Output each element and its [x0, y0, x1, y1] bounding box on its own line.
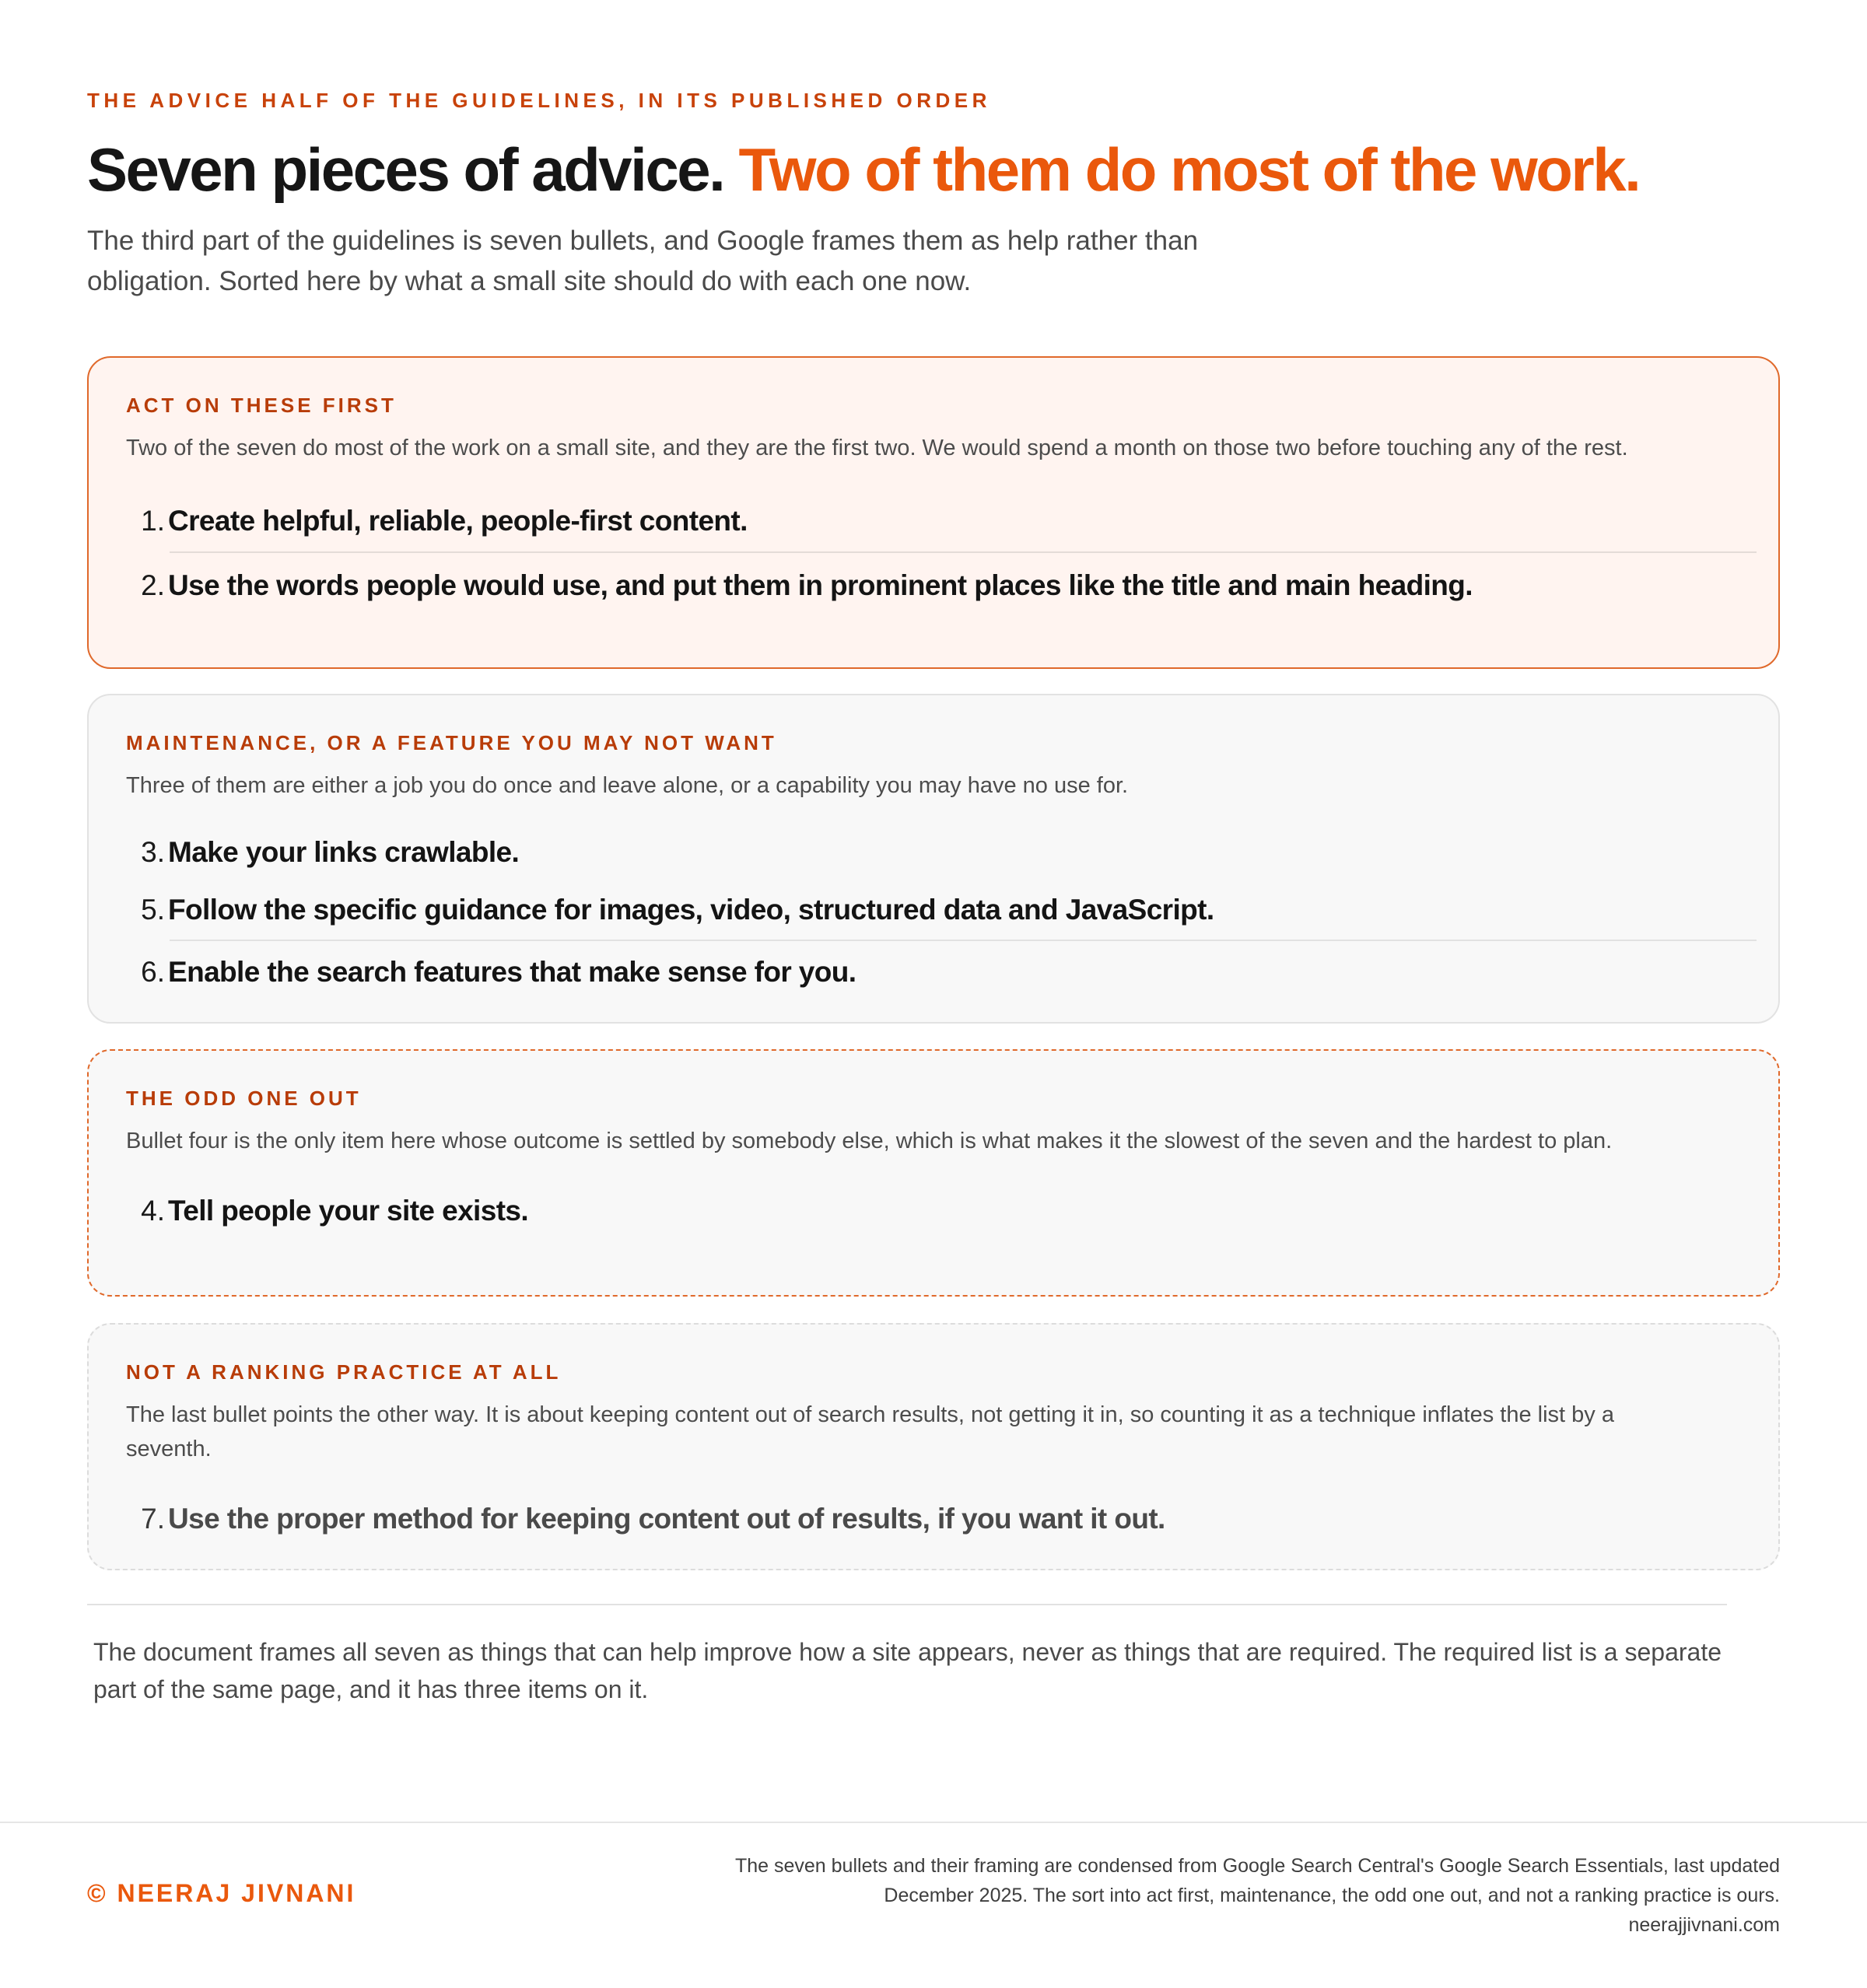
- closing-note: The document frames all seven as things that can help improve how a site appears, never as things that are required. The required list is a separate part of the same page, and it has three items on it.: [93, 1638, 1722, 1703]
- advice-list: [126, 826, 1741, 1003]
- item-number: 1.: [141, 505, 165, 537]
- item-number: 2.: [141, 569, 165, 601]
- group-odd-one-out: [87, 1049, 1780, 1297]
- advice-list: [126, 488, 1741, 618]
- page-title: [87, 135, 1640, 204]
- brand-credit: © NEERAJ JIVNANI: [87, 1879, 356, 1907]
- advice-item: [126, 488, 1741, 553]
- item-number: 5.: [141, 894, 165, 926]
- group-act-first: [87, 356, 1780, 669]
- source-link[interactable]: neerajjivnani.com: [1628, 1914, 1780, 1936]
- item-text: Enable the search features that make sense for you.: [168, 956, 856, 988]
- group-label: ACT ON THESE FIRST: [126, 394, 397, 417]
- item-text: Make your links crawlable.: [168, 836, 520, 868]
- group-label: NOT A RANKING PRACTICE AT ALL: [126, 1360, 562, 1384]
- divider: [87, 1604, 1727, 1605]
- advice-list: [126, 1185, 1741, 1237]
- intro-text: The third part of the guidelines is seven bullets, and Google frames them as help rather than obligation. Sorted here by what a small site should do with each one now.: [87, 226, 1199, 296]
- item-text: Tell people your site exists.: [168, 1195, 529, 1227]
- advice-item: [126, 826, 1741, 879]
- advice-item: [126, 879, 1741, 941]
- item-text: Use the proper method for keeping content out of results, if you want it out.: [168, 1503, 1165, 1535]
- advice-item: [126, 1493, 1741, 1545]
- group-label: MAINTENANCE, OR A FEATURE YOU MAY NOT WANT: [126, 731, 777, 754]
- advice-item: [126, 553, 1741, 618]
- source-note: [691, 1851, 1780, 1940]
- group-maintenance: [87, 694, 1780, 1024]
- title-main: Seven pieces of advice.: [87, 135, 724, 204]
- group-description: Three of them are either a job you do once and leave alone, or a capability you may have no use for.: [126, 773, 1129, 798]
- item-text: Create helpful, reliable, people-first content.: [168, 505, 748, 537]
- item-text: Follow the specific guidance for images, video, structured data and JavaScript.: [168, 894, 1214, 926]
- advice-item: [126, 1185, 1741, 1237]
- advice-item: [126, 941, 1741, 1003]
- group-description: Two of the seven do most of the work on a small site, and they are the first two. We would spend a month on those two before touching any of the rest.: [126, 436, 1628, 460]
- item-number: 6.: [141, 956, 165, 988]
- group-label: THE ODD ONE OUT: [126, 1087, 362, 1110]
- item-number: 4.: [141, 1195, 165, 1227]
- eyebrow: THE ADVICE HALF OF THE GUIDELINES, IN ITS PUBLISHED ORDER: [87, 89, 991, 112]
- footer-divider: [0, 1822, 1867, 1823]
- advice-list: [126, 1493, 1741, 1545]
- source-text: The seven bullets and their framing are condensed from Google Search Central's Google Search Essentials, last updated December 2025. The sort into act first, maintenance, the odd one out, and not a ranking practice is ours.: [734, 1855, 1780, 1906]
- item-number: 7.: [141, 1503, 165, 1535]
- group-description: The last bullet points the other way. It is about keeping content out of search results, not getting it in, so counting it as a technique inflates the list by a seventh.: [126, 1402, 1614, 1461]
- item-number: 3.: [141, 836, 165, 868]
- item-text: Use the words people would use, and put them in prominent places like the title and main heading.: [168, 569, 1473, 601]
- title-accent: Two of them do most of the work.: [738, 135, 1640, 204]
- group-description: Bullet four is the only item here whose outcome is settled by somebody else, which is what makes it the slowest of the seven and the hardest to plan.: [126, 1129, 1613, 1153]
- group-not-ranking: [87, 1323, 1780, 1570]
